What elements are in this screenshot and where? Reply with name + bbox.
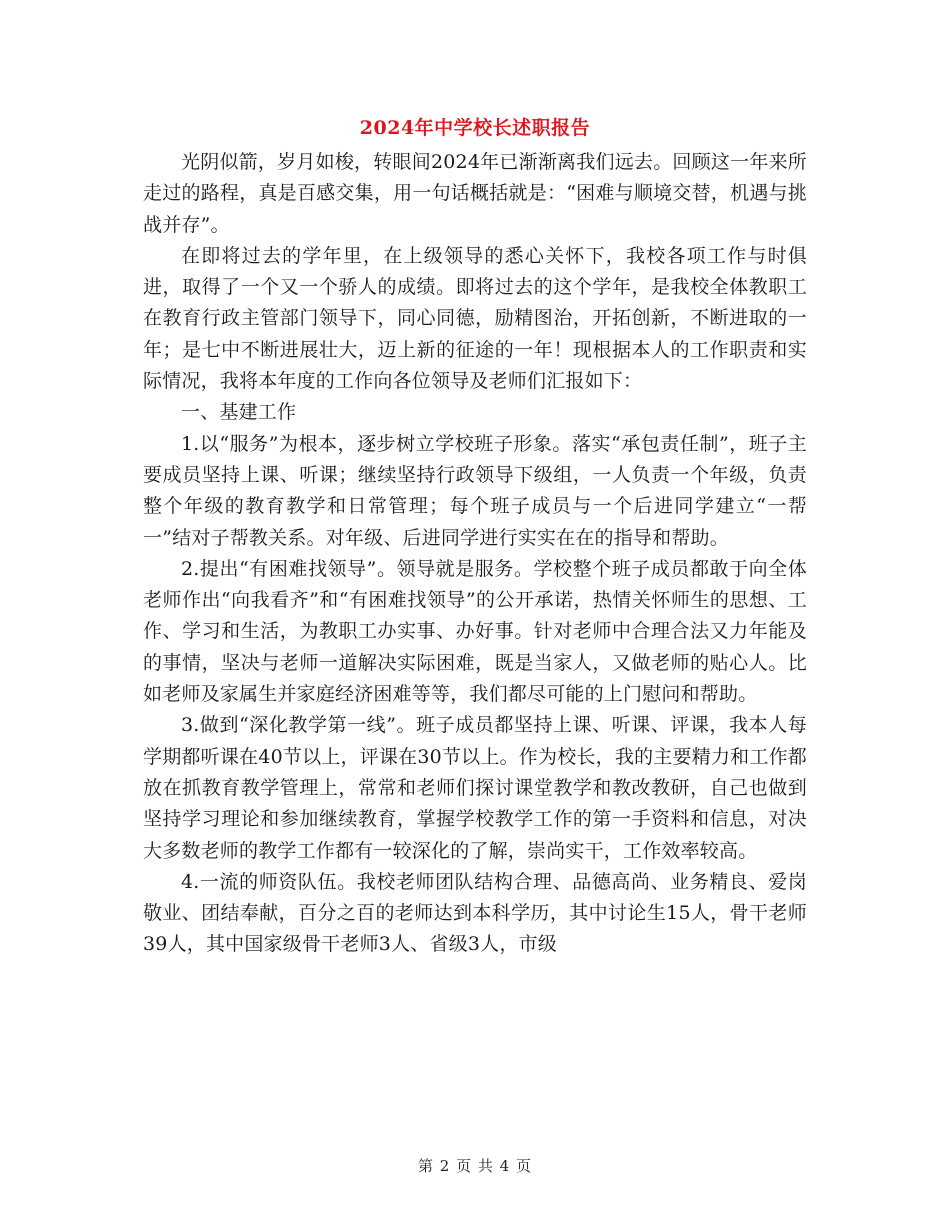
paragraph-item-2: 2.提出“有困难找领导”。领导就是服务。学校整个班子成员都敢于向全体老师作出“向我看齐”和“有困难找领导”的公开承诺，热情关怀师生的思想、工作、学习和生活，为教职工办实事、办好事。针对老师中合理合法又力年能及的事情，坚决与老师一道解决实际困难，既是当家人，又做老师的贴心人。比如老师及家属生并家庭经济困难等等，我们都尽可能的上门慰问和帮助。 xyxy=(143,557,807,706)
document-body xyxy=(143,147,807,961)
section-heading-infrastructure: 一、基建工作 xyxy=(181,401,297,424)
document-title: 2024年中学校长述职报告 xyxy=(359,117,591,139)
paragraph-item-1: 1.以“服务”为根本，逐步树立学校班子形象。落实“承包责任制”，班子主要成员坚持上课、听课；继续坚持行政领导下级组，一人负责一个年级，负责整个年级的教育教学和日常管理；每个班子成员与一个后进同学建立“一帮一”结对子帮教关系。对年级、后进同学进行实实在在的指导和帮助。 xyxy=(143,432,807,549)
paragraph-item-4: 4.一流的师资队伍。我校老师团队结构合理、品德高尚、业务精良、爱岗敬业、团结奉献，百分之百的老师达到本科学历，其中讨论生15人，骨干老师39人，其中国家级骨干老师3人、省级3人，市级 xyxy=(143,870,807,956)
paragraph-item-3: 3.做到“深化教学第一线”。班子成员都坚持上课、听课、评课，我本人每学期都听课在40节以上，评课在30节以上。作为校长，我的主要精力和工作都放在抓教育教学管理上，常常和老师们探讨课堂教学和教改教研，自己也做到坚持学习理论和参加继续教育，掌握学校教学工作的第一手资料和信息，对决大多数老师的教学工作都有一较深化的了解，崇尚实干，工作效率较高。 xyxy=(143,714,807,862)
paragraph-intro: 光阴似箭，岁月如梭，转眼间2024年已渐渐离我们远去。回顾这一年来所走过的路程，真是百感交集，用一句话概括就是：“困难与顺境交替，机遇与挑战并存”。 xyxy=(143,151,807,236)
paragraph-summary: 在即将过去的学年里，在上级领导的悉心关怀下，我校各项工作与时俱进，取得了一个又一个骄人的成绩。即将过去的这个学年，是我校全体教职工在教育行政主管部门领导下，同心同德，励精图治，开拓创新，不断进取的一年；是七中不断进展壮大，迈上新的征途的一年！现根据本人的工作职责和实际情况，我将本年度的工作向各位领导及老师们汇报如下： xyxy=(143,244,807,393)
page-number-footer: 第 2 页 共 4 页 xyxy=(418,1157,532,1175)
